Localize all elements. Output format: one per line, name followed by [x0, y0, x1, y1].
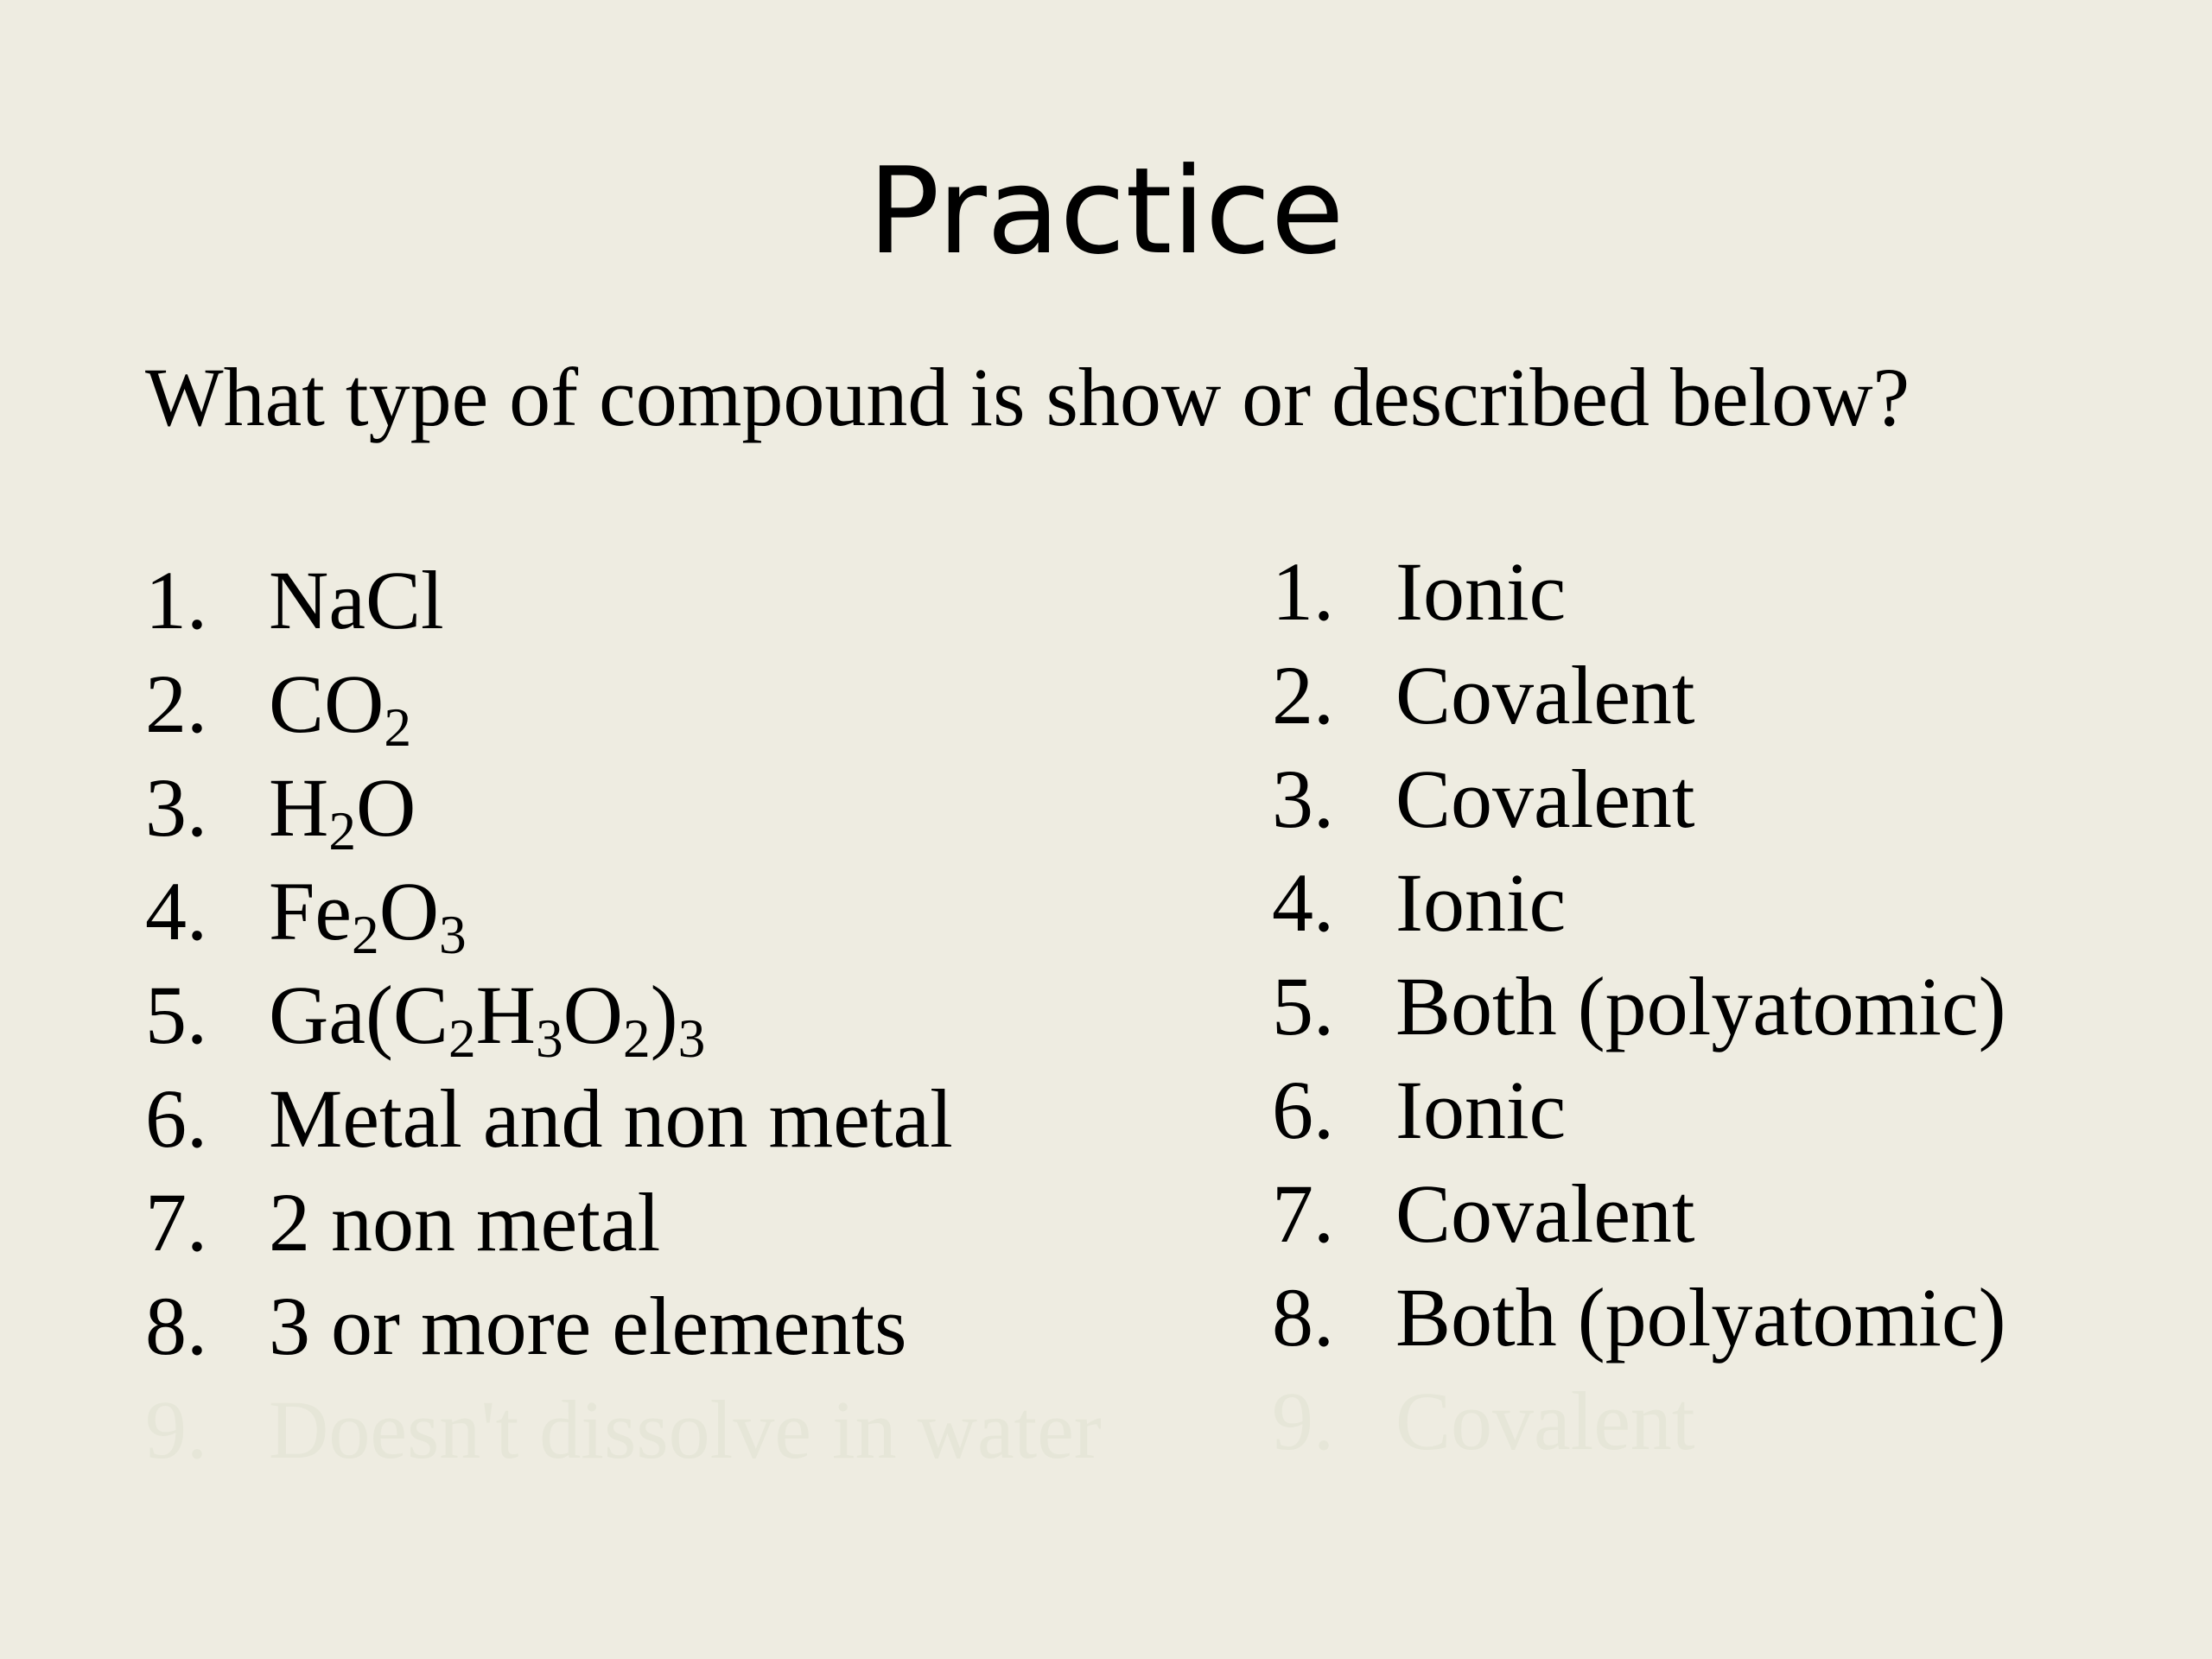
slide-title: Practice [868, 142, 1344, 281]
compound-text [269, 549, 444, 652]
compound-text [269, 652, 411, 756]
formula-part: Doesn't dissolve in water [269, 1383, 1102, 1476]
item-number: 3. [1272, 753, 1334, 845]
formula-part: 3 or more elements [269, 1280, 907, 1372]
answer-text: Covalent [1395, 649, 1695, 741]
item-number: 6. [1272, 1064, 1334, 1156]
item-number: 9. [145, 1383, 207, 1476]
subscript: 3 [439, 904, 467, 965]
formula-part: O [378, 865, 440, 957]
answer-text: Ionic [1395, 1064, 1567, 1156]
formula-part: NaCl [269, 554, 444, 646]
subscript: 2 [622, 1007, 651, 1069]
item-number: 5. [145, 969, 207, 1061]
compound-text [269, 1067, 953, 1171]
item-number: 2. [145, 658, 207, 750]
answer-text: Covalent [1395, 753, 1695, 845]
item-number: 1. [1272, 545, 1334, 638]
subscript: 2 [448, 1007, 476, 1069]
item-number: 8. [145, 1280, 207, 1372]
item-number: 1. [145, 554, 207, 646]
item-number: 8. [1272, 1271, 1334, 1363]
item-number: 5. [1272, 960, 1334, 1052]
item-number: 2. [1272, 649, 1334, 741]
formula-part: 2 non metal [269, 1176, 661, 1268]
item-number: 6. [145, 1072, 207, 1165]
item-number: 3. [145, 761, 207, 854]
answer-text: Covalent [1395, 1167, 1695, 1260]
item-number: 4. [1272, 856, 1334, 949]
compound-text [269, 756, 416, 860]
subscript: 2 [352, 904, 379, 965]
subscript: 2 [384, 696, 412, 758]
subscript: 3 [535, 1007, 563, 1069]
formula-part: O [563, 969, 623, 1061]
question-text: What type of compound is show or described below? [145, 351, 1910, 443]
answer-text: Both (polyatomic) [1395, 960, 2006, 1052]
subscript: 2 [328, 800, 357, 861]
formula-part: H [269, 761, 329, 854]
formula-part: Metal and non metal [269, 1072, 953, 1165]
answer-text: Ionic [1395, 856, 1567, 949]
item-number: 9. [1272, 1375, 1334, 1467]
item-number: 7. [145, 1176, 207, 1268]
compound-text [269, 1171, 660, 1274]
compound-text [269, 963, 705, 1067]
formula-part: CO [269, 658, 385, 750]
compound-text [269, 1274, 906, 1378]
formula-part: Fe [269, 865, 352, 957]
formula-part: Ga(C [269, 969, 448, 1061]
formula-part: H [475, 969, 536, 1061]
item-number: 4. [145, 865, 207, 957]
item-number: 7. [1272, 1167, 1334, 1260]
compound-text [269, 1378, 1102, 1482]
compound-text [269, 860, 467, 963]
formula-part: O [356, 761, 416, 854]
answer-text: Covalent [1395, 1375, 1695, 1467]
answer-text: Both (polyatomic) [1395, 1271, 2006, 1363]
subscript: 3 [677, 1007, 706, 1069]
formula-part: ) [650, 969, 678, 1061]
answer-text: Ionic [1395, 545, 1567, 638]
